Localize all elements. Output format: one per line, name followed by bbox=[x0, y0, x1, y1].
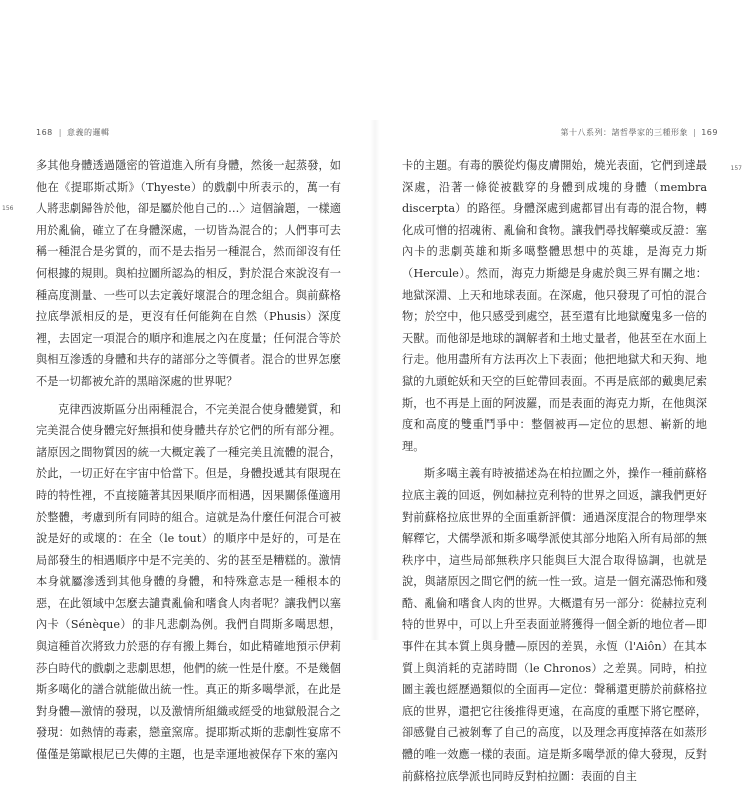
left-margin-page-ref: 156 bbox=[2, 205, 14, 212]
header-separator: | bbox=[58, 128, 62, 137]
right-running-header bbox=[561, 127, 718, 138]
left-page-number: 168 bbox=[36, 128, 53, 137]
right-page bbox=[375, 0, 750, 783]
paragraph: 卡的主題。有毒的膜從灼傷皮膚開始，燒光表面，它們到達最深處，沿著一條從被戳穿的身體到成塊的身體（membra discerpta）的路徑。身體深處到處都冒出有毒的混合物，轉化成可憎的招魂術、亂倫和食物。讓我們尋找解藥或反證：塞內卡的悲劇英雄和斯多噶整體思想中的英雄，是海克力斯（Hercule）。然而，海克力斯總是身處於與三界有關之地：地獄深淵、上天和地球表面。在深處，他只發現了可怕的混合物；於空中，他只感受到處空，甚至還有比地獄魔鬼多一倍的天獸。而他卻是地球的調解者和土地丈量者，他甚至在水面上行走。他用盡所有方法再次上下表面；他把地獄犬和天狗、地獄的九頭蛇妖和天空的巨蛇帶回表面。不再是底部的戴奧尼索斯，也不再是上面的阿波羅，而是表面的海克力斯，在他與深度和高度的雙重鬥爭中：整個被再—定位的思想、嶄新的地理。 bbox=[402, 159, 707, 453]
paragraph: 多其他身體透過隱密的管道進入所有身體，然後一起蒸發，如他在《提耶斯忒斯》（Thyeste）的戲劇中所表示的，萬一有人將悲劇歸咎於他，卻是屬於他自己的…〉這個論題，一樣適用於亂倫，確立了在身體深處，一切皆為混合的；人們事可去稱一種混合是劣質的，而不是去指另一種混合，然而卻沒有任何根據的規則。與柏拉圖所認為的相反，對於混合來說沒有一種高度測量、一些可以去定義好壞混合的理念組合。與前蘇格拉底學派相反的是，更沒有任何能夠在自然（Phusis）深度裡，去固定一項混合的順序和進展之內在度量；任何混合等於與相互滲透的身體和共存的諸部分之等價者。混合的世界怎麼不是一切都被允許的黑暗深處的世界呢？ bbox=[36, 159, 341, 388]
right-margin-page-ref: 157 bbox=[730, 165, 742, 172]
right-page-body bbox=[402, 155, 707, 793]
right-running-head-title: 第十八系列：諸哲學家的三種形象 bbox=[560, 128, 689, 137]
left-page-body bbox=[36, 155, 341, 772]
paragraph: 克律西波斯區分出兩種混合，不完美混合使身體變質，和完美混合使身體完好無損和使身體共存於它們的所有部分裡。諸原因之間物質因的統一大概定義了一種完美且流體的混合，於此，一切正好在宇宙中恰當下。但是，身體投遞其有限現在時的特性裡，不直接隨著其因果順序而相遇，因果關係僅適用於整體，考慮到所有同時的組合。這就是為什麼任何混合可被說是好的或壞的：在全（le tout）的順序中是好的，可是在局部發生的相遇順序中是不完美的、劣的甚至是糟糕的。激情本身就屬滲透到其他身體的身體，和特殊意志是一種根本的惡，在此領域中怎麼去譴責亂倫和嗜食人肉者呢？讓我們以塞內卡（Sénèque）的非凡悲劇為例。我們自問斯多噶思想，與這種首次將致力於惡的存有搬上舞台，如此精確地預示伊莉莎白時代的戲劇之悲劇思想，他們的統一性是什麼。不是幾個斯多噶化的譜合就能做出統一性。真正的斯多噶學派，在此是對身體—激情的發現，以及激情所組織或經受的地獄般混合之發現：如熱情的毒素，戀童窯席。提耶斯忒斯的悲劇性宴席不僅僅是第歐根尼已失傳的主題，也是幸運地被保存下來的塞內 bbox=[36, 402, 341, 762]
left-page bbox=[0, 0, 375, 762]
paragraph: 斯多噶主義有時被描述為在柏拉圖之外，操作一種前蘇格拉底主義的回返，例如赫拉克利特的世界之回返，讓我們更好對前蘇格拉底世界的全面重新評價：通過深度混合的物理學來解釋它，犬儒學派和斯多噶學派使其部分地陷入所有局部的無秩序中，這些局部無秩序只能與巨大混合取得協調，也就是說，與諸原因之間它們的統一性一致。這是一個充滿恐怖和殘酷、亂倫和嗜食人肉的世界。大概還有另一部分：從赫拉克利特的世界中，可以上升至表面並將獲得一個全新的地位者—即事件在其本質上與身體—原因的差異，永恆（l'Aiôn）在其本質上與消耗的克諾時間（le Chronos）之差異。同時，柏拉圖主義也經歷過類似的全面再—定位：聲稱還更勝於前蘇格拉底的世界，還把它往後推得更遠，在高度的重壓下將它壓碎，卻感覺自己被剝奪了自己的高度，以及理念再度掉落在如蒸形體的唯一效應一樣的表面。這是斯多噶學派的偉大發現，反對前蘇格拉底學派也同時反對柏拉圖：表面的自主 bbox=[402, 467, 707, 783]
left-running-header bbox=[36, 127, 109, 138]
header-separator: | bbox=[693, 128, 697, 137]
right-page-number: 169 bbox=[701, 128, 718, 137]
left-running-head-title: 意義的邏輯 bbox=[66, 128, 110, 137]
